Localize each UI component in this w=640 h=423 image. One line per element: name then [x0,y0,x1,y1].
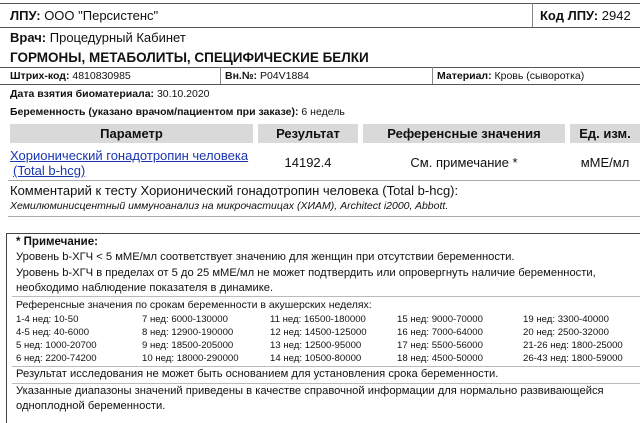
note-line2: Уровень b-ХГЧ в пределах от 5 до 25 мМЕ/мл не может подтвердить или опровергнуть наличие беременности, [16,267,596,279]
pregnancy-value: 6 недель [301,106,345,118]
ref-cell: 26-43 нед: 1800-59000 [523,353,623,364]
ref-cell: 21-26 нед: 1800-25000 [523,340,623,351]
barcode-value: 4810830985 [72,70,131,82]
date-value: 30.10.2020 [156,88,210,100]
note-line4: Результат исследования не может быть основанием для установления срока беременности. [16,368,499,380]
material-row [437,70,584,82]
lpu-label: ЛПУ: [10,8,41,23]
ref-cell: 6 нед: 2200-74200 [16,353,97,364]
barcode-label: Штрих-код: [10,70,70,82]
ref-cell: 14 нед: 10500-80000 [270,353,362,364]
ref-cell: 20 нед: 2500-32000 [523,327,609,338]
note-line1: Уровень b-ХГЧ < 5 мМЕ/мл соответствует значению для женщин при отсутствии беременности. [16,251,515,263]
comment-title: Комментарий к тесту Хорионический гонадотропин человека (Total b-hcg): [10,183,459,198]
test-name-line2: (Total b-hcg) [13,163,86,178]
ref-cell: 4-5 нед: 40-6000 [16,327,90,338]
ref-cell: 7 нед: 6000-130000 [142,314,228,325]
lpu-code-value: 2942 [601,8,631,23]
date-label: Дата взятия биоматериала: [10,88,155,100]
ref-cell: 11 нед: 16500-180000 [270,314,366,325]
internal-number-row [225,70,309,82]
ref-cell: 8 нед: 12900-190000 [142,327,234,338]
header-result: Результат [258,124,358,143]
unit-value: мМЕ/мл [580,155,630,170]
lpu-code-label: Код ЛПУ: [540,8,599,23]
doctor-row [10,30,186,45]
internal-value: P04V1884 [259,70,310,82]
section-title: ГОРМОНЫ, МЕТАБОЛИТЫ, СПЕЦИФИЧЕСКИЕ БЕЛКИ [10,50,369,65]
result-value: 14192.4 [284,155,332,170]
ref-cell: 16 нед: 7000-64000 [397,327,483,338]
note-line6: одноплодной беременности. [16,400,166,412]
date-row [10,88,210,100]
comment-text: Хемилюминисцентный иммуноанализ на микрочастицах (ХИАМ), Architect i2000, Abbott. [10,200,449,212]
barcode-row [10,70,131,82]
note-title: * Примечание: [16,236,98,248]
ref-cell: 5 нед: 1000-20700 [16,340,97,351]
header-parameter: Параметр [10,124,253,143]
pregnancy-row [10,106,345,118]
lpu-row [10,8,158,23]
note-line5: Указанные диапазоны значений приведены в качестве справочной информации для нормально развивающейся [16,385,604,397]
material-value: Кровь (сыворотка) [494,70,585,82]
ref-cell: 12 нед: 14500-125000 [270,327,367,338]
test-name-link[interactable] [10,148,248,178]
header-reference: Референсные значения [363,124,565,143]
ref-table-title: Референсные значения по срокам беременности в акушерских неделях: [16,299,372,311]
pregnancy-label: Беременность (указано врачом/пациентом при заказе): [10,106,299,118]
ref-cell: 17 нед: 5500-56000 [397,340,483,351]
material-label: Материал: [437,70,492,82]
ref-cell: 19 нед: 3300-40000 [523,314,609,325]
note-line3: необходимо наблюдение показателя в динамике. [16,282,274,294]
header-unit: Ед. изм. [570,124,640,143]
internal-label: Вн.№: [225,70,258,82]
ref-cell: 1-4 нед: 10-50 [16,314,79,325]
lpu-code-row [540,8,631,23]
lpu-value: ООО "Персистенс" [44,8,159,23]
ref-cell: 13 нед: 12500-95000 [270,340,362,351]
ref-cell: 9 нед: 18500-205000 [142,340,234,351]
doctor-label: Врач: [10,30,47,45]
doctor-value: Процедурный Кабинет [49,30,186,45]
ref-cell: 15 нед: 9000-70000 [397,314,483,325]
reference-value: См. примечание * [410,155,518,170]
test-name-line1: Хорионический гонадотропин человека [10,148,249,163]
ref-cell: 10 нед: 18000-290000 [142,353,239,364]
ref-cell: 18 нед: 4500-50000 [397,353,483,364]
